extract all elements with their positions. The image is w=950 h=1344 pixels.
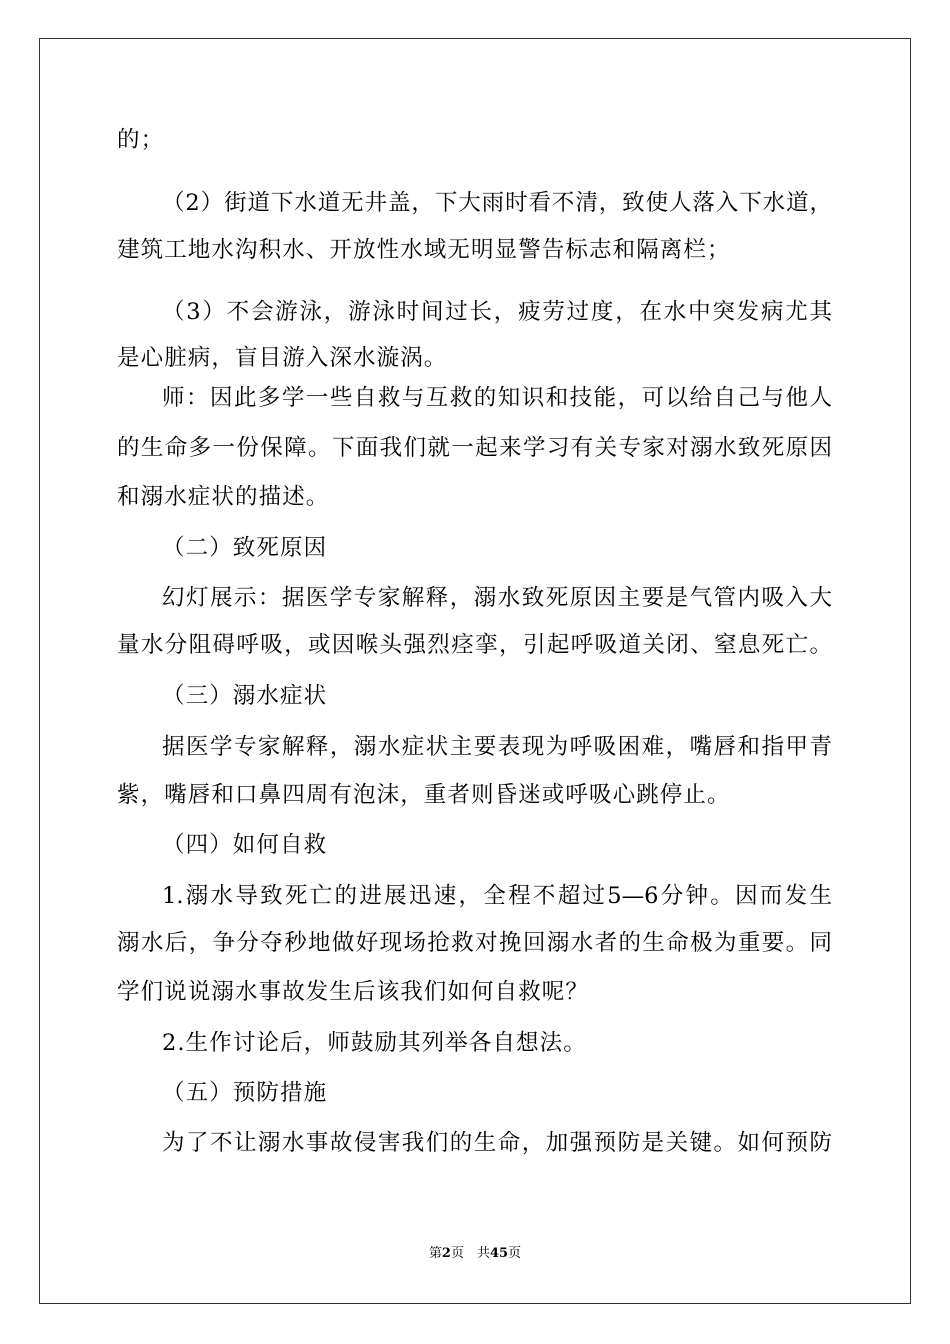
text-line: 建筑工地水沟积水、开放性水域无明显警告标志和隔离栏； [117, 237, 731, 263]
text-line: （3）不会游泳，游泳时间过长，疲劳过度，在水中突发病尤其 [162, 299, 832, 325]
page-label-mid: 页 共 [450, 1246, 490, 1261]
text-line: 学们说说溺水事故发生后该我们如何自救呢？ [117, 979, 590, 1005]
text-line: 2.生作讨论后，师鼓励其列举各自想法。 [162, 1030, 587, 1056]
text-line: 量水分阻碍呼吸，或因喉头强烈痉挛，引起呼吸道关闭、窒息死亡。 [117, 632, 832, 658]
text-line: 和溺水症状的描述。 [117, 484, 330, 510]
current-page-number: 2 [441, 1246, 451, 1261]
page-footer [0, 1245, 950, 1263]
text-line: 溺水后，争分夺秒地做好现场抢救对挽回溺水者的生命极为重要。同 [117, 930, 832, 956]
section-heading: （四）如何自救 [162, 832, 328, 858]
page-label-suffix: 页 [508, 1246, 522, 1261]
section-heading: （二）致死原因 [162, 535, 328, 561]
text-line: 紫，嘴唇和口鼻四周有泡沫，重者则昏迷或呼吸心跳停止。 [117, 782, 731, 808]
text-line: （2）街道下水道无井盖，下大雨时看不清，致使人落入下水道， [162, 190, 832, 216]
text-line: 据医学专家解释，溺水症状主要表现为呼吸困难，嘴唇和指甲青 [162, 734, 832, 760]
text-line: 的生命多一份保障。下面我们就一起来学习有关专家对溺水致死原因 [117, 435, 832, 461]
text-line: 是心脏病，盲目游入深水漩涡。 [117, 345, 448, 371]
text-line: 师：因此多学一些自救与互救的知识和技能，可以给自己与他人 [162, 385, 832, 411]
text-line: 为了不让溺水事故侵害我们的生命，加强预防是关键。如何预防 [162, 1130, 832, 1156]
text-line: 的； [117, 127, 165, 153]
section-heading: （三）溺水症状 [162, 683, 328, 709]
section-heading: （五）预防措施 [162, 1080, 328, 1106]
page-border [39, 38, 911, 1304]
total-page-number: 45 [489, 1246, 509, 1261]
text-line: 1.溺水导致死亡的进展迅速，全程不超过5—6分钟。因而发生 [162, 883, 832, 909]
page-label-prefix: 第 [428, 1246, 442, 1261]
text-line: 幻灯展示：据医学专家解释，溺水致死原因主要是气管内吸入大 [162, 585, 832, 611]
